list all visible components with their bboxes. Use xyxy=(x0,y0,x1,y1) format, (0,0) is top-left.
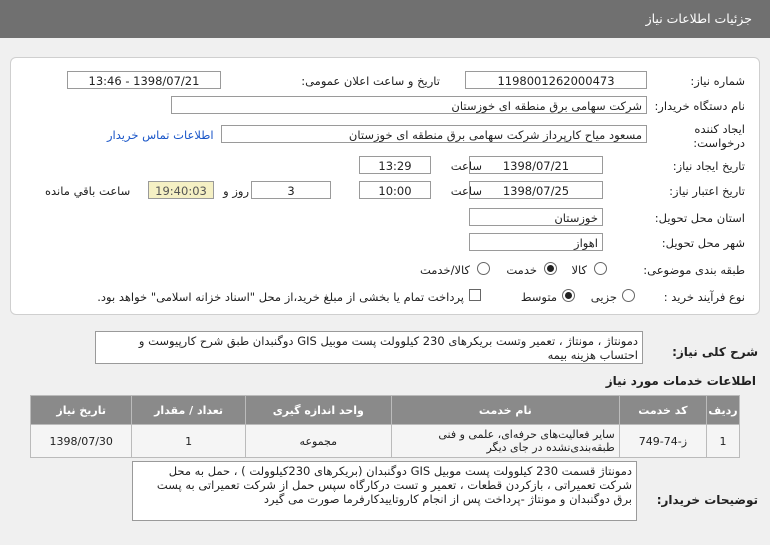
summary-text: دمونتاژ ، مونتاژ ، تعمیر وتست بریکرهای 230 کیلوولت پست موبیل GIS دوگنبدان طبق شرح کارپیوست و احتساب هزینه بیمه xyxy=(95,331,643,364)
days-field[interactable]: 3 xyxy=(251,181,331,199)
col-date: تاریخ نیاز xyxy=(31,396,132,425)
table-row xyxy=(31,425,740,458)
announce-label: تاریخ و ساعت اعلان عمومی: xyxy=(301,74,440,88)
created-time-field[interactable]: 13:29 xyxy=(359,156,431,174)
need-number-label: شماره نیاز: xyxy=(690,74,745,88)
buyer-notes-label: توضیحات خریدار: xyxy=(656,493,758,507)
creator-label-2: درخواست: xyxy=(693,136,745,150)
col-code: کد خدمت xyxy=(619,396,706,425)
summary-label: شرح کلی نیاز: xyxy=(672,345,758,359)
process-minor-label: جزیی xyxy=(590,290,617,304)
province-label: استان محل تحویل: xyxy=(654,211,745,225)
details-panel xyxy=(10,57,760,315)
created-date-field[interactable]: 1398/07/21 xyxy=(469,156,603,174)
validity-time-field[interactable]: 10:00 xyxy=(359,181,431,199)
creator-label-1: ایجاد کننده xyxy=(694,122,745,136)
buyer-org-field[interactable]: شرکت سهامی برق منطقه ای خوزستان xyxy=(171,96,647,114)
process-minor-radio[interactable] xyxy=(622,289,635,302)
city-label: شهر محل تحویل: xyxy=(661,236,745,250)
services-section-title: اطلاعات خدمات مورد نیاز xyxy=(605,374,756,388)
row-qty: 1 xyxy=(132,425,245,458)
category-label: طبقه بندی موضوعی: xyxy=(643,263,745,277)
contact-info-link[interactable]: اطلاعات تماس خریدار xyxy=(107,128,214,142)
category-service-label: خدمت xyxy=(506,263,537,277)
created-date-label: تاریخ ایجاد نیاز: xyxy=(672,159,745,173)
creator-field[interactable]: مسعود میاح کارپرداز شرکت سهامی برق منطقه ای خوزستان xyxy=(221,125,647,143)
col-qty: تعداد / مقدار xyxy=(132,396,245,425)
row-unit: مجموعه xyxy=(245,425,391,458)
row-code: ز-74-749 xyxy=(619,425,706,458)
remaining-label: ساعت باقي مانده xyxy=(45,184,131,198)
city-field[interactable]: اهواز xyxy=(469,233,603,251)
buyer-notes-text: دمونتاژ قسمت 230 کیلوولت پست موبیل GIS دوگنبدان (بریکرهای 230کیلوولت ) ، حمل به محل شرکت تعمیراتی ، بازکردن قطعات ، تعمیر و تست درکارگاه سپس حمل از شرکت تعمیراتی به پست برق دوگنبدان و مونتاژ -پرداخت پس از انجام کاروتاییدکارفرما صورت می گیرد xyxy=(132,461,637,521)
payment-note: پرداخت تمام یا بخشی از مبلغ خرید،از محل "اسناد خزانه اسلامی" خواهد بود. xyxy=(97,290,464,304)
page-title: جزئیات اطلاعات نیاز xyxy=(645,11,752,26)
title-bar xyxy=(0,0,770,38)
remaining-time-field[interactable]: 19:40:03 xyxy=(148,181,214,199)
row-date: 1398/07/30 xyxy=(31,425,132,458)
process-medium-label: متوسط xyxy=(520,290,557,304)
category-goods-service-radio[interactable] xyxy=(477,262,490,275)
services-table xyxy=(30,395,740,458)
buyer-org-label: نام دستگاه خریدار: xyxy=(654,99,745,113)
created-time-label: ساعت xyxy=(450,159,482,173)
row-name: سایر فعالیت‌های حرفه‌ای، علمی و فنی طبقه‌بندی‌نشده در جای دیگر xyxy=(391,425,619,458)
process-label: نوع فرآیند خرید : xyxy=(663,290,745,304)
col-name: نام خدمت xyxy=(391,396,619,425)
treasury-checkbox[interactable] xyxy=(469,289,481,301)
col-unit: واحد اندازه گیری xyxy=(245,396,391,425)
col-index: ردیف xyxy=(707,396,740,425)
province-field[interactable]: خوزستان xyxy=(469,208,603,226)
need-number-field[interactable]: 1198001262000473 xyxy=(465,71,647,89)
validity-time-label: ساعت xyxy=(450,184,482,198)
validity-date-field[interactable]: 1398/07/25 xyxy=(469,181,603,199)
announce-field[interactable]: 1398/07/21 - 13:46 xyxy=(67,71,221,89)
category-service-radio[interactable] xyxy=(544,262,557,275)
process-medium-radio[interactable] xyxy=(562,289,575,302)
category-goods-service-label: کالا/خدمت xyxy=(419,263,470,277)
category-goods-radio[interactable] xyxy=(594,262,607,275)
category-goods-label: کالا xyxy=(571,263,587,277)
validity-label: تاریخ اعتبار نیاز: xyxy=(669,184,745,198)
days-label: روز و xyxy=(223,184,249,198)
row-index: 1 xyxy=(707,425,740,458)
